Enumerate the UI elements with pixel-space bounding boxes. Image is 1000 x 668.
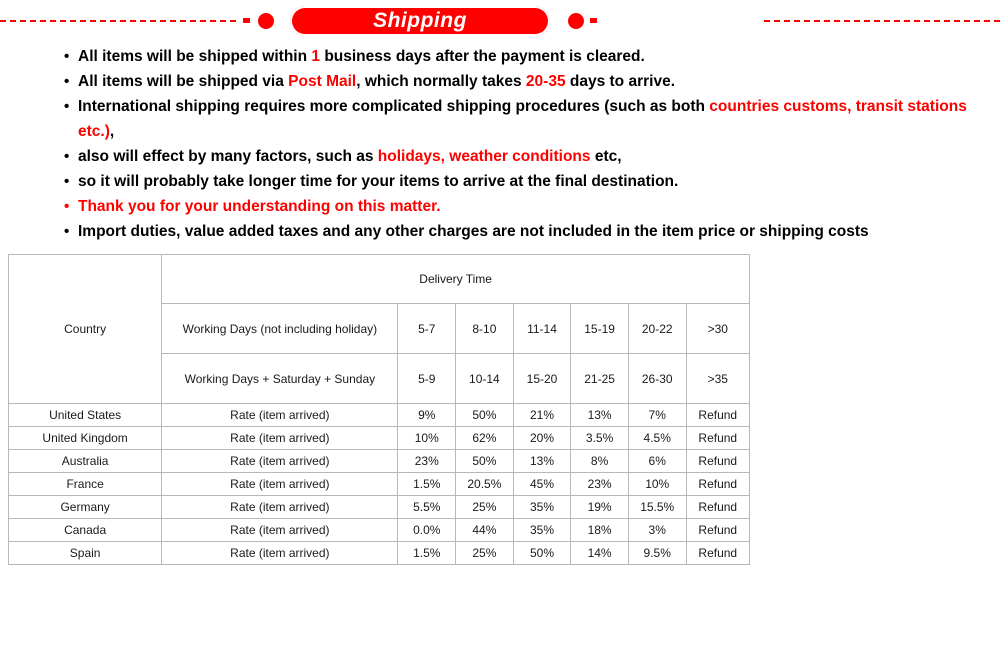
policy-bullet xyxy=(64,69,970,94)
country-name-cell: United Kingdom xyxy=(9,427,162,450)
working-weekend-tier-cell: 10-14 xyxy=(456,354,514,404)
rate-value-cell: 10% xyxy=(628,473,686,496)
country-name-cell: Australia xyxy=(9,450,162,473)
policy-bullet-text: 20-35 xyxy=(525,73,566,90)
working-days-tier-cell: 5-7 xyxy=(398,304,456,354)
rate-value-cell: 50% xyxy=(456,450,514,473)
rate-value-cell: 4.5% xyxy=(628,427,686,450)
rate-value-cell: 20% xyxy=(513,427,571,450)
rate-value-cell: 10% xyxy=(398,427,456,450)
policy-bullet xyxy=(64,94,970,144)
policy-bullet-text: countries customs, transit stations etc.) xyxy=(78,98,967,140)
policy-bullet xyxy=(64,194,970,219)
delivery-time-header-cell: Delivery Time xyxy=(162,255,750,304)
refund-cell: Refund xyxy=(686,473,749,496)
rate-value-cell: 23% xyxy=(571,473,629,496)
policy-bullet-text: 1 xyxy=(311,48,321,65)
rate-value-cell: 20.5% xyxy=(456,473,514,496)
rate-value-cell: 45% xyxy=(513,473,571,496)
delivery-time-table-wrap xyxy=(8,254,750,565)
policy-bullet-text: All items will be shipped via xyxy=(78,73,289,90)
table-row xyxy=(9,450,750,473)
banner-pill xyxy=(290,6,550,36)
rate-value-cell: 9% xyxy=(398,404,456,427)
table-row xyxy=(9,519,750,542)
working-days-label-cell: Working Days (not including holiday) xyxy=(162,304,398,354)
policy-bullet-text: Post Mail xyxy=(288,73,357,90)
working-weekend-tier-cell: 26-30 xyxy=(628,354,686,404)
rate-value-cell: 23% xyxy=(398,450,456,473)
policy-bullet-text: Thank you for your understanding on this matter. xyxy=(78,198,441,215)
working-weekend-tier-cell: 15-20 xyxy=(513,354,571,404)
policy-bullet xyxy=(64,169,970,194)
page-title: Shipping xyxy=(373,9,467,32)
banner-tick-left xyxy=(243,18,250,23)
rate-value-cell: 25% xyxy=(456,542,514,565)
policy-bullet-text: International shipping requires more complicated shipping procedures (such as both xyxy=(78,98,710,115)
banner-tick-right xyxy=(590,18,597,23)
rate-value-cell: 15.5% xyxy=(628,496,686,519)
rate-value-cell: 35% xyxy=(513,496,571,519)
working-weekend-tier-cell: 5-9 xyxy=(398,354,456,404)
rate-value-cell: 19% xyxy=(571,496,629,519)
policy-bullet-text: Import duties, value added taxes and any other charges are not included in the item price or shipping costs xyxy=(78,223,869,240)
rate-value-cell: 1.5% xyxy=(398,542,456,565)
working-days-tier-cell: 8-10 xyxy=(456,304,514,354)
country-header-cell: Country xyxy=(9,255,162,404)
rate-value-cell: 18% xyxy=(571,519,629,542)
rate-value-cell: 21% xyxy=(513,404,571,427)
country-name-cell: Canada xyxy=(9,519,162,542)
policy-bullet-text: , xyxy=(109,123,115,140)
rate-value-cell: 0.0% xyxy=(398,519,456,542)
rate-value-cell: 25% xyxy=(456,496,514,519)
rate-value-cell: 1.5% xyxy=(398,473,456,496)
shipping-banner xyxy=(0,4,1000,38)
rate-label-cell: Rate (item arrived) xyxy=(162,542,398,565)
policy-bullet-text: days to arrive. xyxy=(565,73,675,90)
country-name-cell: Germany xyxy=(9,496,162,519)
working-weekend-tier-cell: >35 xyxy=(686,354,749,404)
policy-bullet-text: holidays, weather conditions xyxy=(377,148,591,165)
banner-dashed-line-left xyxy=(0,20,236,22)
policy-bullet-text: All items will be shipped within xyxy=(78,48,312,65)
policy-bullet xyxy=(64,219,970,244)
rate-value-cell: 50% xyxy=(456,404,514,427)
working-weekend-tier-cell: 21-25 xyxy=(571,354,629,404)
rate-value-cell: 13% xyxy=(513,450,571,473)
policy-bullet-text: etc, xyxy=(590,148,622,165)
rate-label-cell: Rate (item arrived) xyxy=(162,450,398,473)
rate-value-cell: 35% xyxy=(513,519,571,542)
policy-bullet xyxy=(64,44,970,69)
banner-dashed-line-right xyxy=(764,20,1000,22)
country-name-cell: United States xyxy=(9,404,162,427)
rate-value-cell: 8% xyxy=(571,450,629,473)
table-row xyxy=(9,404,750,427)
table-header-row xyxy=(9,255,750,304)
rate-label-cell: Rate (item arrived) xyxy=(162,427,398,450)
refund-cell: Refund xyxy=(686,427,749,450)
shipping-policy-list xyxy=(0,44,1000,244)
rate-value-cell: 50% xyxy=(513,542,571,565)
policy-bullet-text: so it will probably take longer time for your items to arrive at the final destination. xyxy=(78,173,679,190)
country-name-cell: Spain xyxy=(9,542,162,565)
table-row xyxy=(9,542,750,565)
policy-bullet xyxy=(64,144,970,169)
rate-label-cell: Rate (item arrived) xyxy=(162,473,398,496)
table-row xyxy=(9,473,750,496)
rate-value-cell: 62% xyxy=(456,427,514,450)
country-name-cell: France xyxy=(9,473,162,496)
rate-value-cell: 44% xyxy=(456,519,514,542)
policy-bullet-text: also will effect by many factors, such as xyxy=(78,148,378,165)
table-row xyxy=(9,496,750,519)
working-days-tier-cell: 11-14 xyxy=(513,304,571,354)
banner-dot-left xyxy=(258,13,274,29)
rate-label-cell: Rate (item arrived) xyxy=(162,519,398,542)
rate-value-cell: 3.5% xyxy=(571,427,629,450)
rate-value-cell: 14% xyxy=(571,542,629,565)
rate-value-cell: 9.5% xyxy=(628,542,686,565)
rate-value-cell: 13% xyxy=(571,404,629,427)
delivery-time-table xyxy=(8,254,750,565)
table-row xyxy=(9,427,750,450)
refund-cell: Refund xyxy=(686,542,749,565)
working-days-tier-cell: >30 xyxy=(686,304,749,354)
refund-cell: Refund xyxy=(686,496,749,519)
rate-value-cell: 7% xyxy=(628,404,686,427)
rate-value-cell: 3% xyxy=(628,519,686,542)
banner-dot-right xyxy=(568,13,584,29)
policy-bullet-text: , which normally takes xyxy=(356,73,526,90)
rate-value-cell: 6% xyxy=(628,450,686,473)
working-weekend-label-cell: Working Days + Saturday + Sunday xyxy=(162,354,398,404)
rate-label-cell: Rate (item arrived) xyxy=(162,496,398,519)
refund-cell: Refund xyxy=(686,404,749,427)
rate-value-cell: 5.5% xyxy=(398,496,456,519)
policy-bullet-text: business days after the payment is cleared. xyxy=(320,48,645,65)
working-days-tier-cell: 20-22 xyxy=(628,304,686,354)
rate-label-cell: Rate (item arrived) xyxy=(162,404,398,427)
refund-cell: Refund xyxy=(686,450,749,473)
working-days-tier-cell: 15-19 xyxy=(571,304,629,354)
refund-cell: Refund xyxy=(686,519,749,542)
